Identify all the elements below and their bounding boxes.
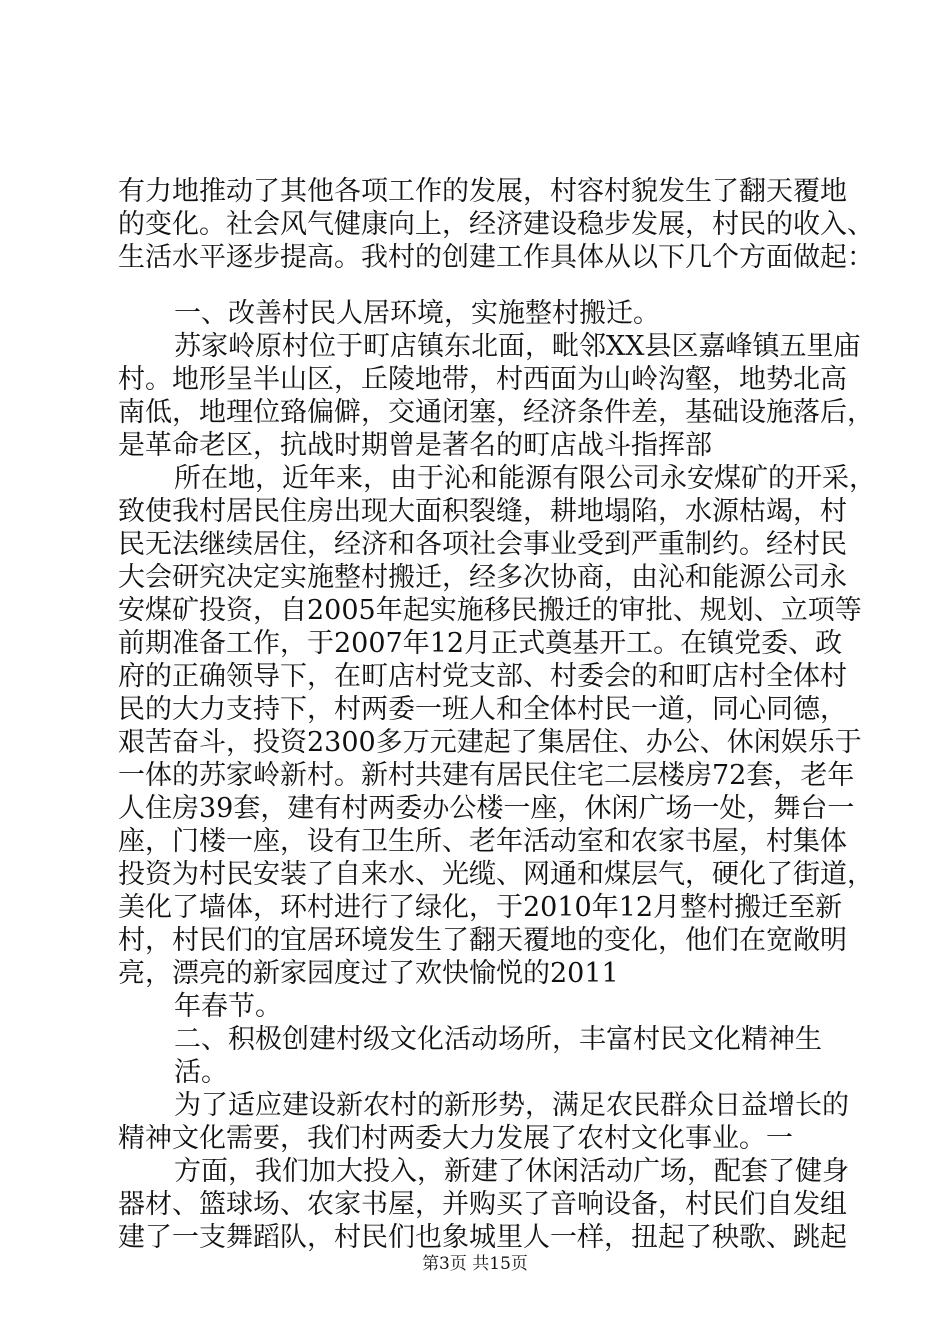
text-line: 有力地推动了其他各项工作的发展，村容村貌发生了翻天覆地 <box>118 176 847 207</box>
text-line: 前期准备工作，于2007年12月正式奠基开工。在镇党委、政 <box>118 628 843 659</box>
text-line: 苏家岭原村位于町店镇东北面，毗邻XX县区嘉峰镇五里庙 <box>174 331 861 362</box>
text-line: 府的正确领导下，在町店村党支部、村委会的和町店村全体村 <box>118 661 847 692</box>
text-line: 方面，我们加大投入，新建了休闲活动广场，配套了健身 <box>174 1156 849 1187</box>
text-line: 南低，地理位臵偏僻，交通闭塞，经济条件差，基础设施落后， <box>118 397 874 428</box>
text-line: 艰苦奋斗，投资2300多万元建起了集居住、办公、休闲娱乐于 <box>118 727 862 758</box>
text-line: 生活水平逐步提高。我村的创建工作具体从以下几个方面做起： <box>118 242 874 273</box>
text-line: 是革命老区，抗战时期曾是著名的町店战斗指挥部 <box>118 430 712 461</box>
text-line: 亮，漂亮的新家园度过了欢快愉悦的2011 <box>118 958 619 989</box>
text-line: 民无法继续居住，经济和各项社会事业受到严重制约。经村民 <box>118 529 847 560</box>
section-heading: 活。 <box>174 1057 228 1088</box>
text-line: 大会研究决定实施整村搬迁，经多次协商，由沁和能源公司永 <box>118 562 847 593</box>
text-line: 民的大力支持下，村两委一班人和全体村民一道，同心同德， <box>118 694 847 725</box>
text-line: 建了一支舞蹈队，村民们也象城里人一样，扭起了秧歌、跳起 <box>118 1222 847 1253</box>
page-footer: 第3页 共15页 <box>422 1254 528 1274</box>
text-line: 村，村民们的宜居环境发生了翻天覆地的变化，他们在宽敞明 <box>118 925 847 956</box>
text-line: 人住房39套，建有村两委办公楼一座，休闲广场一处，舞台一 <box>118 793 855 824</box>
text-line: 的变化。社会风气健康向上，经济建设稳步发展，村民的收入、 <box>118 209 874 240</box>
text-line: 年春节。 <box>174 991 282 1022</box>
section-heading: 一、改善村民人居环境，实施整村搬迁。 <box>174 298 660 329</box>
text-line: 所在地，近年来，由于沁和能源有限公司永安煤矿的开采， <box>174 463 876 494</box>
text-line: 投资为村民安装了自来水、光缆、网通和煤层气，硬化了街道， <box>118 859 874 890</box>
text-line: 安煤矿投资，自2005年起实施移民搬迁的审批、规划、立项等 <box>118 595 862 626</box>
text-line: 器材、篮球场、农家书屋，并购买了音响设备，村民们自发组 <box>118 1189 847 1220</box>
text-line: 精神文化需要，我们村两委大力发展了农村文化事业。一 <box>118 1123 793 1154</box>
section-heading: 二、积极创建村级文化活动场所，丰富村民文化精神生 <box>174 1024 822 1055</box>
text-line: 致使我村居民住房出现大面积裂缝，耕地塌陷，水源枯竭，村 <box>118 496 847 527</box>
text-line: 美化了墙体，环村进行了绿化，于2010年12月整村搬迁至新 <box>118 892 843 923</box>
text-line: 为了适应建设新农村的新形势，满足农民群众日益增长的 <box>174 1090 849 1121</box>
text-line: 一体的苏家岭新村。新村共建有居民住宅二层楼房72套，老年 <box>118 760 855 791</box>
text-line: 村。地形呈半山区，丘陵地带，村西面为山岭沟壑，地势北高 <box>118 364 847 395</box>
text-line: 座，门楼一座，设有卫生所、老年活动室和农家书屋，村集体 <box>118 826 847 857</box>
